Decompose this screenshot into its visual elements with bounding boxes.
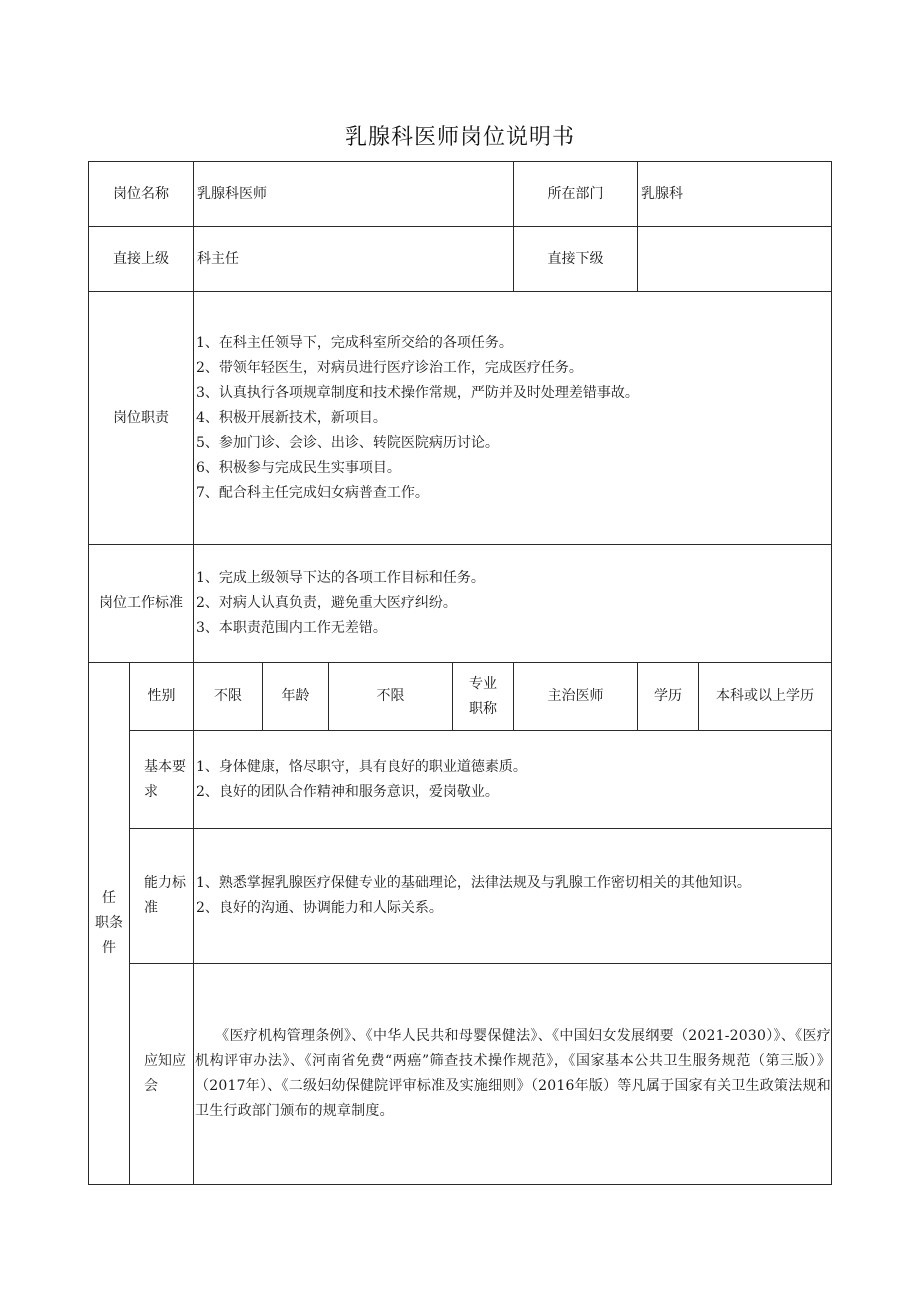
position-name-label: 岗位名称 xyxy=(89,162,194,227)
duties-label: 岗位职责 xyxy=(89,292,194,545)
superior-label: 直接上级 xyxy=(89,227,194,292)
job-description-table xyxy=(88,161,832,1185)
professional-title-value: 主治医师 xyxy=(514,663,638,731)
ability-standards-label: 能力标 准 xyxy=(130,829,194,964)
gender-label: 性别 xyxy=(130,663,194,731)
list-item: 2、良好的沟通、协调能力和人际关系。 xyxy=(196,900,443,916)
standards-list xyxy=(194,545,832,663)
basic-requirements-label: 基本要 求 xyxy=(130,731,194,829)
list-item: 1、在科主任领导下，完成科室所交给的各项任务。 xyxy=(196,334,513,351)
page-title: 乳腺科医师岗位说明书 xyxy=(344,125,575,150)
professional-title-label: 专业 职称 xyxy=(453,663,514,731)
row-basic-requirements xyxy=(89,731,832,829)
basic-requirements-list xyxy=(194,731,832,829)
subordinate-label: 直接下级 xyxy=(514,227,638,292)
education-label: 学历 xyxy=(638,663,699,731)
gender-value: 不限 xyxy=(194,663,263,731)
list-item: 6、积极参与完成民生实事项目。 xyxy=(196,459,401,476)
row-standards xyxy=(89,545,832,663)
list-item: 2、对病人认真负责，避免重大医疗纠纷。 xyxy=(196,595,457,611)
list-item: 1、身体健康，恪尽职守，具有良好的职业道德素质。 xyxy=(196,758,527,775)
required-knowledge-text: 《医疗机构管理条例》、《中华人民共和母婴保健法》、《中国妇女发展纲要（2021-2030）》、《医疗机构评审办法》、《河南省免费“两癌”筛查技术操作规范》，《国家基本公共卫生服务规范（第三版）》（2017年）、《二级妇幼保健院评审标准及实施细则》（2016年版）等凡属于国家有关卫生政策法规和卫生行政部门颁布的规章制度。 xyxy=(194,964,832,1185)
list-item: 1、完成上级领导下达的各项工作目标和任务。 xyxy=(196,570,485,586)
department-value: 乳腺科 xyxy=(638,162,832,227)
list-item: 1、熟悉掌握乳腺医疗保健专业的基础理论，法律法规及与乳腺工作密切相关的其他知识。 xyxy=(196,875,751,891)
list-item: 2、带领年轻医生，对病员进行医疗诊治工作，完成医疗任务。 xyxy=(196,359,583,376)
superior-value: 科主任 xyxy=(194,227,514,292)
row-superior xyxy=(89,227,832,292)
list-item: 3、本职责范围内工作无差错。 xyxy=(196,620,387,636)
education-value: 本科或以上学历 xyxy=(699,663,832,731)
row-position-name xyxy=(89,162,832,227)
standards-label: 岗位工作标准 xyxy=(89,545,194,663)
row-basic-attributes xyxy=(89,663,832,731)
subordinate-value xyxy=(638,227,832,292)
list-item: 5、参加门诊、会诊、出诊、转院医院病历讨论。 xyxy=(196,434,499,451)
list-item: 4、积极开展新技术，新项目。 xyxy=(196,409,387,426)
row-required-knowledge xyxy=(89,964,832,1185)
row-duties xyxy=(89,292,832,545)
required-knowledge-label: 应知应 会 xyxy=(130,964,194,1185)
list-item: 7、配合科主任完成妇女病普查工作。 xyxy=(196,484,429,501)
duties-list xyxy=(194,292,832,545)
list-item: 3、认真执行各项规章制度和技术操作常规，严防并及时处理差错事故。 xyxy=(196,384,639,401)
age-label: 年龄 xyxy=(263,663,329,731)
position-name-value: 乳腺科医师 xyxy=(194,162,514,227)
list-item: 2、良好的团队合作精神和服务意识，爱岗敬业。 xyxy=(196,783,499,800)
qualifications-section-label: 任 职条 件 xyxy=(89,663,130,1185)
age-value: 不限 xyxy=(329,663,453,731)
department-label: 所在部门 xyxy=(514,162,638,227)
ability-standards-list xyxy=(194,829,832,964)
row-ability-standards xyxy=(89,829,832,964)
